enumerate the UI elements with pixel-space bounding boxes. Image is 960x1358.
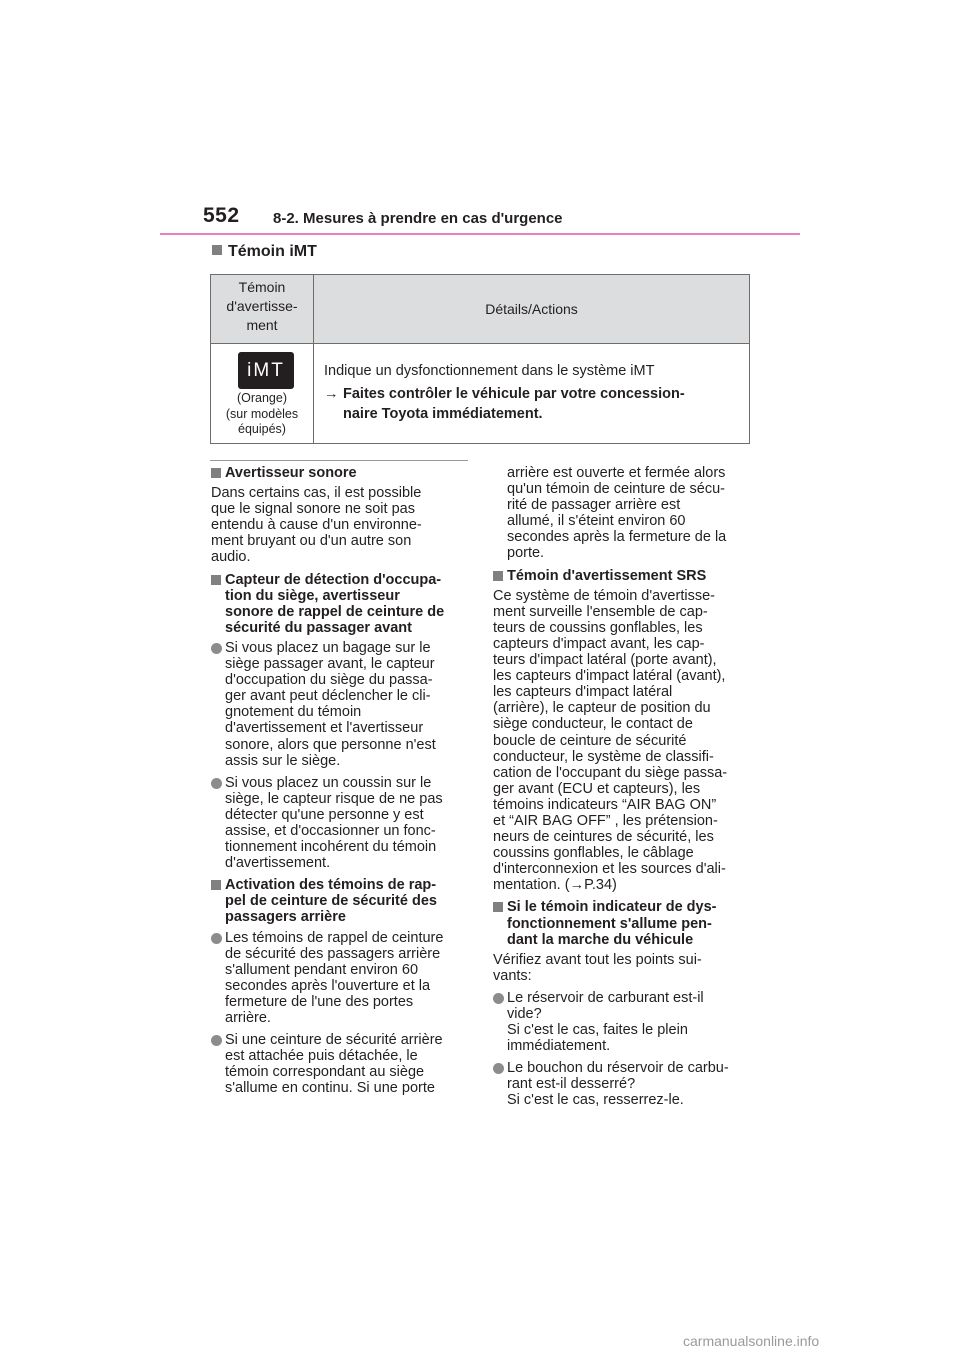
text-line: rité de passager arrière est <box>507 497 681 514</box>
heading-line: fonctionnement s'allume pen- <box>507 915 712 932</box>
text-line: que le signal sonore ne soit pas <box>211 501 415 518</box>
text-line: boucle de ceinture de sécurité <box>493 732 687 749</box>
text-line: gnotement du témoin <box>225 704 362 721</box>
table-header <box>211 275 749 344</box>
details-cell <box>324 362 744 424</box>
action-line: Faites contrôler le véhicule par votre concession- <box>343 386 685 402</box>
heading-temoin-srs <box>493 568 751 584</box>
bullet-item <box>211 640 469 769</box>
text-line: vants: <box>493 967 532 984</box>
heading-capteur-detection <box>211 572 469 636</box>
text-line: teurs de coussins gonflables, les <box>493 619 703 636</box>
caption-line: (sur modèles <box>225 406 299 421</box>
warning-light-cell <box>211 344 314 443</box>
column-divider <box>210 460 468 461</box>
bullet-dot-icon <box>211 643 222 654</box>
text-line: s'allument pendant environ 60 <box>225 961 419 978</box>
header-rule <box>160 233 800 235</box>
left-column <box>211 465 469 1102</box>
heading-line: tion du siège, avertisseur <box>225 587 400 604</box>
heading-text: Avertisseur sonore <box>225 465 357 481</box>
text-line: siège, le capteur risque de ne pas <box>225 790 443 807</box>
square-bullet-icon <box>493 571 503 581</box>
heading-activation-temoins <box>211 877 469 925</box>
text-line: Si vous placez un bagage sur le <box>225 639 431 656</box>
text-line: conducteur, le système de classifi- <box>493 748 714 765</box>
text-line: d'avertissement. <box>225 855 331 872</box>
heading-line: Activation des témoins de rap- <box>225 877 437 894</box>
text-line: allumé, il s'éteint environ 60 <box>507 513 686 530</box>
table-row <box>211 344 749 443</box>
text-line: ment surveille l'ensemble de cap- <box>493 603 708 620</box>
text-line: capteurs d'impact avant, les cap- <box>493 635 705 652</box>
warning-light-table <box>210 274 750 444</box>
arrow-right-icon: → <box>324 386 339 402</box>
heading-line: sonore de rappel de ceinture de <box>225 603 445 620</box>
heading-line: sécurité du passager avant <box>225 619 412 636</box>
bullet-item <box>493 990 751 1054</box>
chapter-title: 8-2. Mesures à prendre en cas d'urgence <box>273 210 563 227</box>
text-line: d'occupation du siège du passa- <box>225 672 433 689</box>
text-line: détecter qu'une personne y est <box>225 806 424 823</box>
text-line: de sécurité des passagers arrière <box>225 945 441 962</box>
paragraph <box>211 485 469 565</box>
text-line: ger avant (ECU et capteurs), les <box>493 780 701 797</box>
bullet-item <box>211 930 469 1027</box>
heading-line: dant la marche du véhicule <box>507 931 694 948</box>
action-line: naire Toyota immédiatement. <box>343 406 543 422</box>
details-action <box>324 384 744 424</box>
heading-line: passagers arrière <box>225 909 346 926</box>
text-line: fermeture de l'une des portes <box>225 993 414 1010</box>
text-line: Le réservoir de carburant est-il <box>507 989 704 1006</box>
heading-line: Si le témoin indicateur de dys- <box>507 899 717 916</box>
page-reference-link[interactable]: mentation. (→P.34) <box>493 877 617 894</box>
text-line: s'allume en continu. Si une porte <box>225 1080 435 1097</box>
text-line: entendu à cause d'un environne- <box>211 517 422 534</box>
text-line: ger avant peut déclencher le cli- <box>225 688 431 705</box>
text-line: Le bouchon du réservoir de carbu- <box>507 1060 729 1077</box>
imt-warning-icon: iMT <box>238 352 294 389</box>
text-line: est attachée puis détachée, le <box>225 1048 418 1065</box>
header-line: Témoin <box>238 279 286 295</box>
text-line: et “AIR BAG OFF” , les prétension- <box>493 812 718 829</box>
heading-line: Capteur de détection d'occupa- <box>225 571 442 588</box>
text-line: Vérifiez avant tout les points sui- <box>493 951 702 968</box>
bullet-dot-icon <box>211 778 222 789</box>
bullet-item <box>493 1060 751 1108</box>
text-line: teurs d'impact latéral (porte avant), <box>493 652 717 669</box>
text-line: Si vous placez un coussin sur le <box>225 774 432 791</box>
paragraph <box>493 952 751 984</box>
header-line: ment <box>246 317 278 333</box>
paragraph <box>493 588 751 894</box>
section-heading <box>212 243 317 261</box>
text-line: assis sur le siège. <box>225 752 341 769</box>
square-bullet-icon <box>211 880 221 890</box>
text-line: siège passager avant, le capteur <box>225 656 435 673</box>
text-line: coussins gonflables, le câblage <box>493 845 694 862</box>
text-line: d'avertissement et l'avertisseur <box>225 720 424 737</box>
bullet-dot-icon <box>493 1063 504 1074</box>
text-line: siège conducteur, le contact de <box>493 716 693 733</box>
square-bullet-icon <box>212 245 222 255</box>
caption-line: (Orange) <box>236 391 288 405</box>
right-column <box>493 465 751 1115</box>
bullet-dot-icon <box>493 993 504 1004</box>
text-line: Ce système de témoin d'avertisse- <box>493 587 715 604</box>
text-line: Si c'est le cas, resserrez-le. <box>507 1092 684 1109</box>
bullet-item <box>211 1032 469 1096</box>
text-line: Les témoins de rappel de ceinture <box>225 929 444 946</box>
text-line: Si une ceinture de sécurité arrière <box>225 1032 443 1049</box>
table-header-details: Détails/Actions <box>485 301 578 317</box>
heading-avertisseur-sonore <box>211 465 469 481</box>
heading-line: pel de ceinture de sécurité des <box>225 893 437 910</box>
text-line: assise, et d'occasionner un fonc- <box>225 822 436 839</box>
text-line: ment bruyant ou d'un autre son <box>211 533 412 550</box>
text-line: audio. <box>211 549 251 566</box>
text-line: arrière. <box>225 1010 271 1026</box>
heading-text: Témoin d'avertissement SRS <box>507 567 707 584</box>
text-line: immédiatement. <box>507 1038 611 1055</box>
text-line: témoins indicateurs “AIR BAG ON” <box>493 796 717 813</box>
square-bullet-icon <box>211 575 221 585</box>
bullet-continuation <box>493 465 751 562</box>
text-line: témoin correspondant au siège <box>225 1064 425 1081</box>
text-line: secondes après la fermeture de la <box>507 529 727 546</box>
square-bullet-icon <box>211 468 221 478</box>
table-header-warning-light <box>211 275 314 343</box>
section-heading-text: Témoin iMT <box>228 243 317 260</box>
text-line: porte. <box>507 545 545 562</box>
text-line: d'interconnexion et les sources d'ali- <box>493 861 726 878</box>
heading-temoin-dysfonctionnement <box>493 899 751 947</box>
caption-line: équipés) <box>238 422 286 436</box>
page-number: 552 <box>203 204 240 227</box>
text-line: les capteurs d'impact latéral <box>493 684 673 701</box>
text-line: cation de l'occupant du siège passa- <box>493 764 728 781</box>
text-line: sonore, alors que personne n'est <box>225 736 436 753</box>
text-line: les capteurs d'impact latéral (avant), <box>493 668 726 685</box>
header-line: d'avertisse- <box>226 298 298 314</box>
details-description: Indique un dysfonctionnement dans le système iMT <box>324 363 655 379</box>
watermark: carmanualsonline.info <box>683 1333 820 1349</box>
text-line: tionnement incohérent du témoin <box>225 839 437 856</box>
text-line: (arrière), le capteur de position du <box>493 700 711 717</box>
text-line: Dans certains cas, il est possible <box>211 485 422 502</box>
text-line: secondes après l'ouverture et la <box>225 977 431 994</box>
text-line: arrière est ouverte et fermée alors <box>507 465 726 481</box>
text-line: qu'un témoin de ceinture de sécu- <box>507 481 725 498</box>
bullet-item <box>211 775 469 872</box>
bullet-dot-icon <box>211 1035 222 1046</box>
text-line: neurs de ceintures de sécurité, les <box>493 829 714 846</box>
bullet-dot-icon <box>211 933 222 944</box>
square-bullet-icon <box>493 902 503 912</box>
icon-caption <box>211 391 313 438</box>
text-line: Si c'est le cas, faites le plein <box>507 1022 688 1039</box>
text-line: vide? <box>507 1006 542 1022</box>
text-line: rant est-il desserré? <box>507 1076 636 1093</box>
